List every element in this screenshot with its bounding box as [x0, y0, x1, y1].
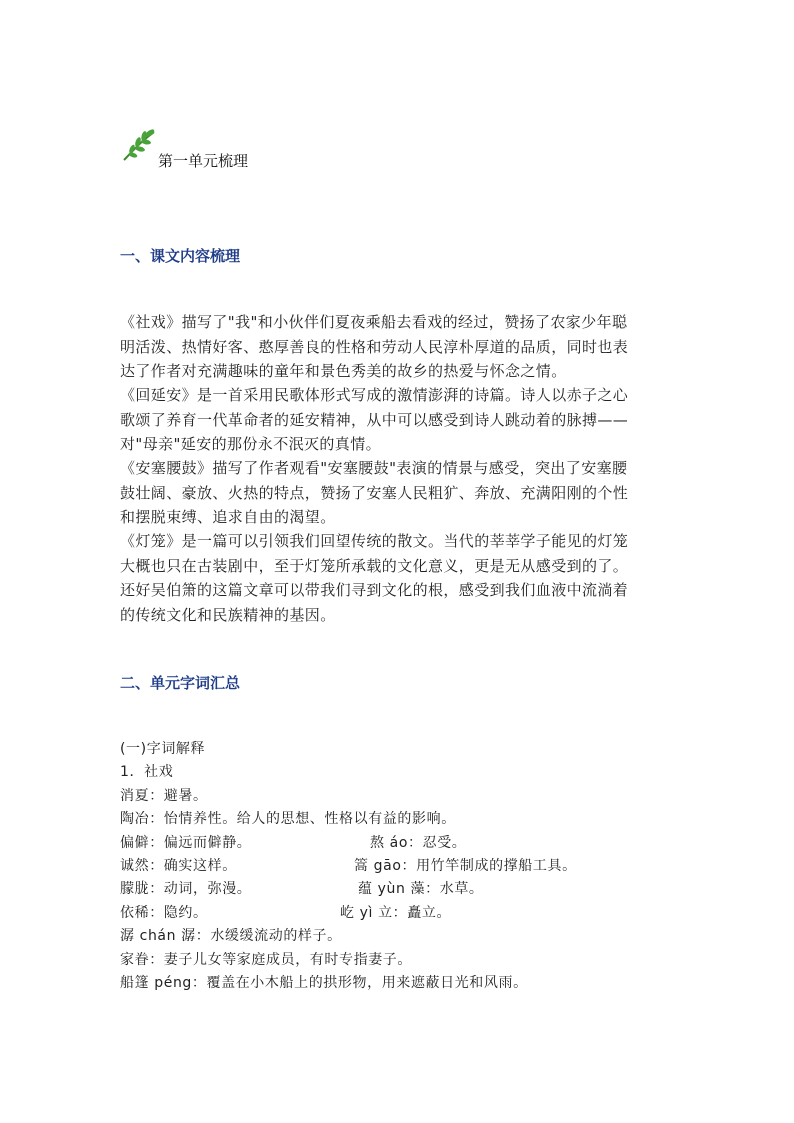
paragraph-line: 达了作者对充满趣味的童年和景色秀美的故乡的热爱与怀念之情。 [120, 362, 567, 380]
vocab-entry: 偏僻：偏远而僻静。 [120, 834, 252, 851]
paragraph-line: 和摆脱束缚、追求自由的渴望。 [120, 508, 336, 526]
paragraph-line: 《回延安》是一首采用民歌体形式写成的激情澎湃的诗篇。诗人以赤子之心 [120, 386, 629, 404]
vocab-entry: 朦胧：动词，弥漫。 [120, 881, 252, 898]
paragraph-line: 鼓壮阔、豪放、火热的特点，赞扬了安塞人民粗犷、奔放、充满阳刚的个性 [120, 483, 629, 502]
vocab-row [120, 808, 528, 831]
vocab-row [120, 785, 528, 808]
section-heading-content-summary: 一、课文内容梳理 [120, 247, 241, 265]
vocab-entry: 诚然：确实这样。 [120, 857, 237, 874]
vocab-row [120, 855, 577, 878]
paragraph-line: 《灯笼》是一篇可以引领我们回望传统的散文。当代的莘莘学子能见的灯笼 [120, 532, 629, 550]
leaf-icon [120, 126, 158, 164]
paragraph-line: 《社戏》描写了"我"和小伙伴们夏夜乘船去看戏的经过，赞扬了农家少年聪 [120, 313, 628, 331]
vocabulary-list [120, 738, 577, 995]
vocab-row [120, 878, 528, 901]
document-title: 第一单元梳理 [158, 152, 249, 170]
paragraph-line: 明活泼、热情好客、憨厚善良的性格和劳动人民淳朴厚道的品质，同时也表 [120, 337, 629, 356]
vocab-row [120, 832, 528, 855]
vocab-row [120, 972, 528, 995]
vocab-entry: 船篷 péng：覆盖在小木船上的拱形物，用来遮蔽日光和风雨。 [120, 974, 528, 991]
vocab-entry-right: 熬 áo：忍受。 [370, 834, 467, 851]
vocab-entry: 消夏：避暑。 [120, 787, 208, 804]
paragraph-line: 大概也只在古装剧中，至于灯笼所承载的文化意义，更是无从感受到的了。 [120, 556, 629, 575]
paragraph-hui-yanan [120, 383, 680, 457]
paragraph-denglong [120, 529, 680, 627]
paragraph-line: 《安塞腰鼓》描写了作者观看"安塞腰鼓"表演的情景与感受，突出了安塞腰 [120, 459, 628, 477]
vocab-entry: 依稀：隐约。 [120, 904, 208, 921]
paragraph-line: 歌颂了养育一代革命者的延安精神，从中可以感受到诗人跳动着的脉搏—— [120, 410, 629, 429]
vocab-row [120, 925, 528, 948]
paragraph-line: 对"母亲"延安的那份永不泯灭的真情。 [120, 435, 382, 453]
vocab-subheading: (一)字词解释 [120, 741, 206, 757]
vocab-entry-right: 屹 yì 立：矗立。 [340, 904, 452, 921]
vocab-entry: 家眷：妻子儿女等家庭成员，有时专指妻子。 [120, 951, 412, 968]
paragraph-ansai-yaogu [120, 456, 680, 530]
vocab-entry-right: 蕴 yùn 藻：水草。 [358, 881, 484, 898]
vocab-row [120, 949, 528, 972]
vocab-entry: 陶冶：怡情养性。给人的思想、性格以有益的影响。 [120, 811, 456, 828]
section-heading-vocabulary: 二、单元字词汇总 [120, 674, 241, 692]
vocab-row [120, 902, 528, 925]
paragraph-line: 的传统文化和民族精神的基因。 [120, 605, 336, 624]
vocab-entry: 潺 chán 潺：水缓缓流动的样子。 [120, 928, 342, 945]
vocab-item-title: 1．社戏 [120, 764, 174, 781]
paragraph-line: 还好吴伯箫的这篇文章可以带我们寻到文化的根，感受到我们血液中流淌着 [120, 581, 629, 599]
paragraph-shexi [120, 310, 680, 384]
vocab-entry-right: 篙 gāo：用竹竿制成的撑船工具。 [354, 857, 577, 874]
